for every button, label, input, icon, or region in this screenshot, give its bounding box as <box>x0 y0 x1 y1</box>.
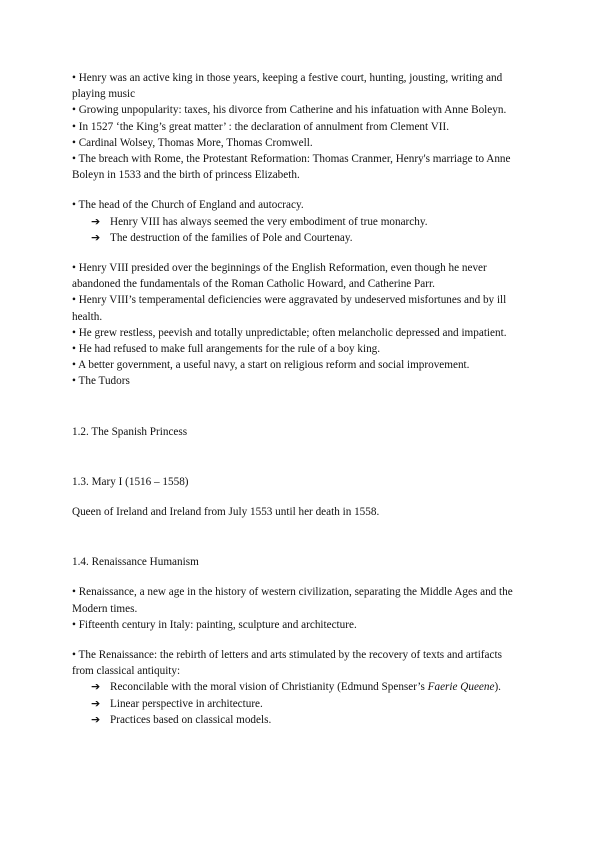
henry-later-bullet-3: • He grew restless, peevish and totally unpredictable; often melancholic depressed and impatient. <box>72 326 507 339</box>
spacer <box>72 440 522 474</box>
sub1-post: ). <box>494 681 501 694</box>
church-sub-item-1 <box>72 214 522 230</box>
spacer <box>72 390 522 424</box>
church-sub-text-1: Henry VIII has always seemed the very embodiment of true monarchy. <box>110 215 428 228</box>
spacer <box>72 633 522 647</box>
henry-later-bullet-1: • Henry VIII presided over the beginnings of the English Reformation, even though he never abandoned the fundamentals of the Roman Catholic Howard, and Catherine Parr. <box>72 262 487 291</box>
henry-bullet-1: • Henry was an active king in those years, keeping a festive court, hunting, jousting, writing and playing music <box>72 72 503 101</box>
section-heading-spanish-princess: 1.2. The Spanish Princess <box>72 425 188 438</box>
renaissance-sub-text-2: Linear perspective in architecture. <box>110 697 263 710</box>
church-bullet: • The head of the Church of England and autocracy. <box>72 199 304 212</box>
spacer <box>72 570 522 584</box>
arrow-icon: ➔ <box>91 680 101 694</box>
henry-bullet-5: • The breach with Rome, the Protestant Reformation: Thomas Cranmer, Henry's marriage to Anne Boleyn in 1533 and the birth of princess Elizabeth. <box>72 153 511 182</box>
henry-later-bullet-5: • A better government, a useful navy, a start on religious reform and social improvement. <box>72 359 470 372</box>
renaissance-sub-text-1 <box>110 679 522 695</box>
church-sub-item-2 <box>72 230 522 246</box>
spacer <box>72 183 522 197</box>
mary-text: Queen of Ireland and Ireland from July 1553 until her death in 1558. <box>72 506 380 519</box>
henry-later-bullet-4: • He had refused to make full arangements for the rule of a boy king. <box>72 343 381 356</box>
faerie-queene-title: Faerie Queene <box>427 681 495 694</box>
spacer <box>72 490 522 504</box>
arrow-icon: ➔ <box>91 712 101 726</box>
spacer <box>72 520 522 554</box>
henry-bullet-4: • Cardinal Wolsey, Thomas More, Thomas Cromwell. <box>72 136 313 149</box>
renaissance-sub-item-3 <box>72 712 522 728</box>
henry-later-bullet-6: • The Tudors <box>72 375 130 388</box>
henry-later-bullet-2: • Henry VIII’s temperamental deficiencies were aggravated by undeserved misfortunes and by ill health. <box>72 294 507 323</box>
arrow-icon: ➔ <box>91 230 101 244</box>
renaissance-sub-text-3: Practices based on classical models. <box>110 713 272 726</box>
section-heading-mary: 1.3. Mary I (1516 – 1558) <box>72 475 189 488</box>
arrow-icon: ➔ <box>91 696 101 710</box>
renaissance-bullet-1: • Renaissance, a new age in the history of western civilization, separating the Middle Ages and the Modern times. <box>72 586 513 615</box>
spacer <box>72 246 522 260</box>
renaissance-sub-item-1 <box>72 679 522 695</box>
arrow-icon: ➔ <box>91 214 101 228</box>
section-heading-renaissance: 1.4. Renaissance Humanism <box>72 556 199 569</box>
henry-bullet-2: • Growing unpopularity: taxes, his divorce from Catherine and his infatuation with Anne Boleyn. <box>72 104 507 117</box>
renaissance-rebirth-bullet: • The Renaissance: the rebirth of letters and arts stimulated by the recovery of texts and artifacts from classical antiquity: <box>72 649 502 678</box>
church-sub-text-2: The destruction of the families of Pole and Courtenay. <box>110 231 353 244</box>
henry-bullet-3: • In 1527 ‘the King’s great matter’ : the declaration of annulment from Clement VII. <box>72 120 450 133</box>
renaissance-sub-item-2 <box>72 696 522 712</box>
renaissance-bullet-2: • Fifteenth century in Italy: painting, sculpture and architecture. <box>72 618 357 631</box>
sub1-pre: Reconcilable with the moral vision of Christianity (Edmund Spenser’s <box>110 681 428 694</box>
